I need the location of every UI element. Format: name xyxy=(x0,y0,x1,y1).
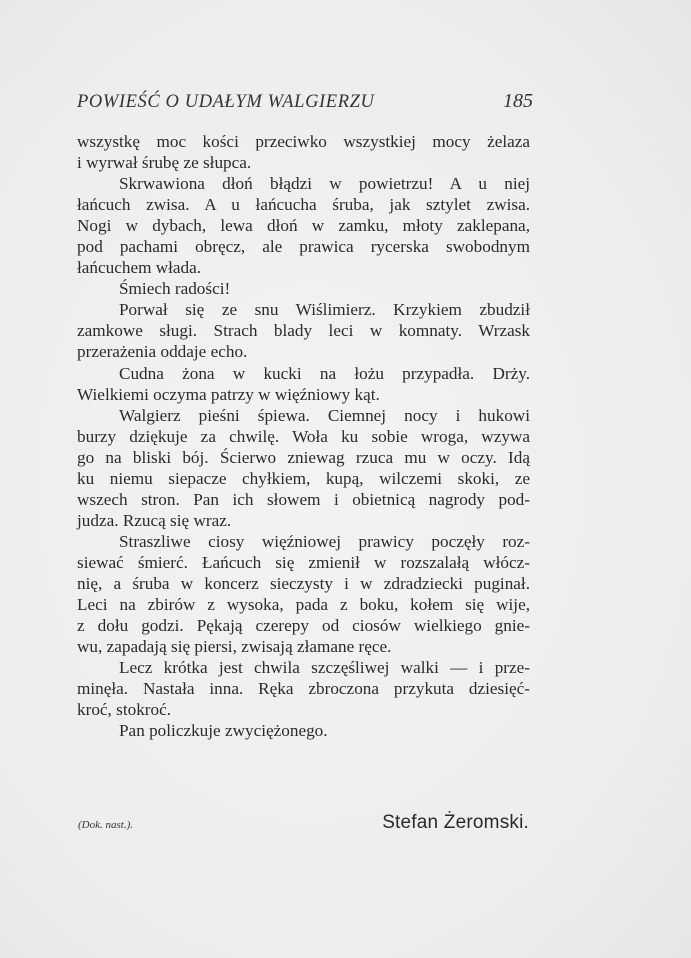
text-line: siewać śmierć. Łańcuch się zmienił w rozszalałą włócz- xyxy=(77,552,530,572)
text-line: nię, a śruba w koncerz sieczysty i w zdradziecki puginał. xyxy=(77,573,530,593)
text-line: Straszliwe ciosy więźniowej prawicy poczęły roz- xyxy=(119,531,530,551)
text-line: pod pachami obręcz, ale prawica rycerska swobodnym xyxy=(77,237,530,257)
text-line: i wyrwał śrubę ze słupca. xyxy=(77,153,252,173)
continuation-note: (Dok. nast.). xyxy=(78,819,133,831)
body-text xyxy=(77,131,530,741)
text-line: ku niemu siepacze chyłkiem, kupą, wilczemi skoki, ze xyxy=(77,468,530,488)
text-line: wszystkę moc kości przeciwko wszystkiej mocy żelaza xyxy=(77,132,530,151)
text-line: Cudna żona w kucki na łożu przypadła. Drży. xyxy=(119,363,530,383)
text-line: wszech stron. Pan ich słowem i obietnicą nagrody pod- xyxy=(77,489,530,509)
text-line: Lecz krótka jest chwila szczęśliwej walki — i prze- xyxy=(119,658,530,678)
text-line: go na bliski bój. Ścierwo zniewag rzuca mu w oczy. Idą xyxy=(77,447,530,467)
text-line: łańcuchem włada. xyxy=(77,258,202,278)
text-line: minęła. Nastała inna. Ręka zbroczona przykuta dziesięć- xyxy=(77,679,530,699)
text-line: Skrwawiona dłoń błądzi w powietrzu! A u niej xyxy=(119,174,530,194)
text-line: Leci na zbirów z wysoka, pada z boku, kołem się wije, xyxy=(77,595,530,615)
text-line: zamkowe sługi. Strach blady leci w komnaty. Wrzask xyxy=(77,321,530,341)
text-line: burzy dziękuje za chwilę. Woła ku sobie wroga, wzywa xyxy=(77,426,530,446)
running-head xyxy=(77,90,533,113)
text-line: Śmiech radości! xyxy=(119,279,231,299)
author-signature: Stefan Żeromski. xyxy=(382,812,529,833)
text-line: przerażenia oddaje echo. xyxy=(77,342,248,362)
text-line: Wielkiemi oczyma patrzy w więźniowy kąt. xyxy=(77,384,380,404)
text-line: Nogi w dybach, lewa dłoń w zamku, młoty zaklepana, xyxy=(77,216,530,236)
text-line: Porwał się ze snu Wiślimierz. Krzykiem zbudził xyxy=(119,300,530,320)
text-line: judza. Rzucą się wraz. xyxy=(77,510,232,530)
text-line: z dołu godzi. Pękają czerepy od ciosów wielkiego gnie- xyxy=(77,616,530,636)
text-line: Walgierz pieśni śpiewa. Ciemnej nocy i hukowi xyxy=(119,405,530,425)
text-line: łańcuch zwisa. A u łańcucha śruba, jak sztylet zwisa. xyxy=(77,195,530,215)
text-line: Pan policzkuje zwyciężonego. xyxy=(119,721,328,741)
text-line: wu, zapadają się piersi, zwisają złamane ręce. xyxy=(77,637,392,657)
page-footer xyxy=(77,812,529,834)
chapter-title: POWIEŚĆ O UDAŁYM WALGIERZU xyxy=(77,92,375,112)
text-line: kroć, stokroć. xyxy=(77,700,172,720)
page-number: 185 xyxy=(503,90,533,112)
